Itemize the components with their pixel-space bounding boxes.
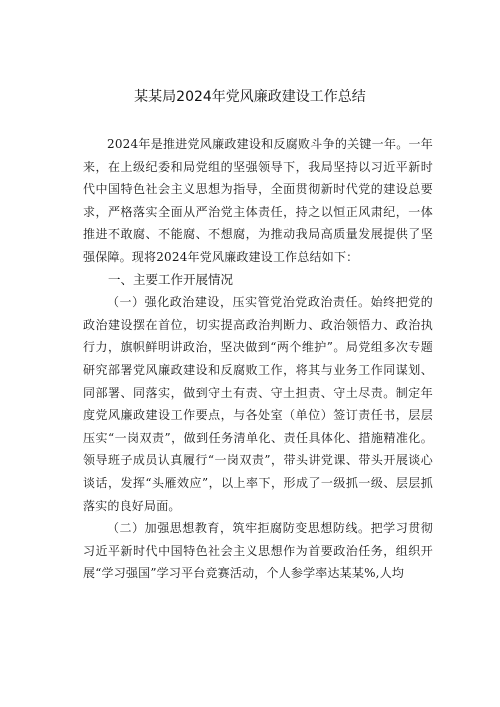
- section-item-paragraph: （一）强化政治建设，压实管党治党政治责任。始终把党的政治建设摆在首位，切实提高政治判断力、政治领悟力、政治执行力，旗帜鲜明讲政治，坚决做到“两个维护”。局党组多次专题研究部署党风廉政建设和反腐败工作，将其与业务工作同谋划、同部署、同落实，做到守土有责、守土担责、守土尽责。制定年度党风廉政建设工作要点，与各处室（单位）签订责任书，层层压实“一岗双责”，做到任务清单化、责任具体化、措施精准化。领导班子成员认真履行“一岗双责”，带头讲党课、带头开展谈心谈话，发挥“头雁效应”，以上率下，形成了一级抓一级、层层抓落实的良好局面。: [83, 295, 433, 513]
- section-heading: 一、主要工作开展情况: [108, 271, 234, 287]
- intro-paragraph: 2024年是推进党风廉政建设和反腐败斗争的关键一年。一年来，在上级纪委和局党组的坚强领导下，我局坚持以习近平新时代中国特色社会主义思想为指导，全面贯彻新时代党的建设总要求，严格落实全面从严治党主体责任，持之以恒正风肃纪，一体推进不敢腐、不能腐、不想腐，为推动我局高质量发展提供了坚强保障。现将2024年党风廉政建设工作总结如下：: [83, 137, 433, 264]
- document-body: [83, 133, 433, 585]
- document-title: 某某局2024年党风廉政建设工作总结: [134, 89, 366, 105]
- section-item-paragraph: （二）加强思想教育，筑牢拒腐防变思想防线。把学习贯彻习近平新时代中国特色社会主义思想作为首要政治任务，组织开展“学习强国”学习平台竞赛活动，个人参学率达某某%,人均: [83, 521, 433, 581]
